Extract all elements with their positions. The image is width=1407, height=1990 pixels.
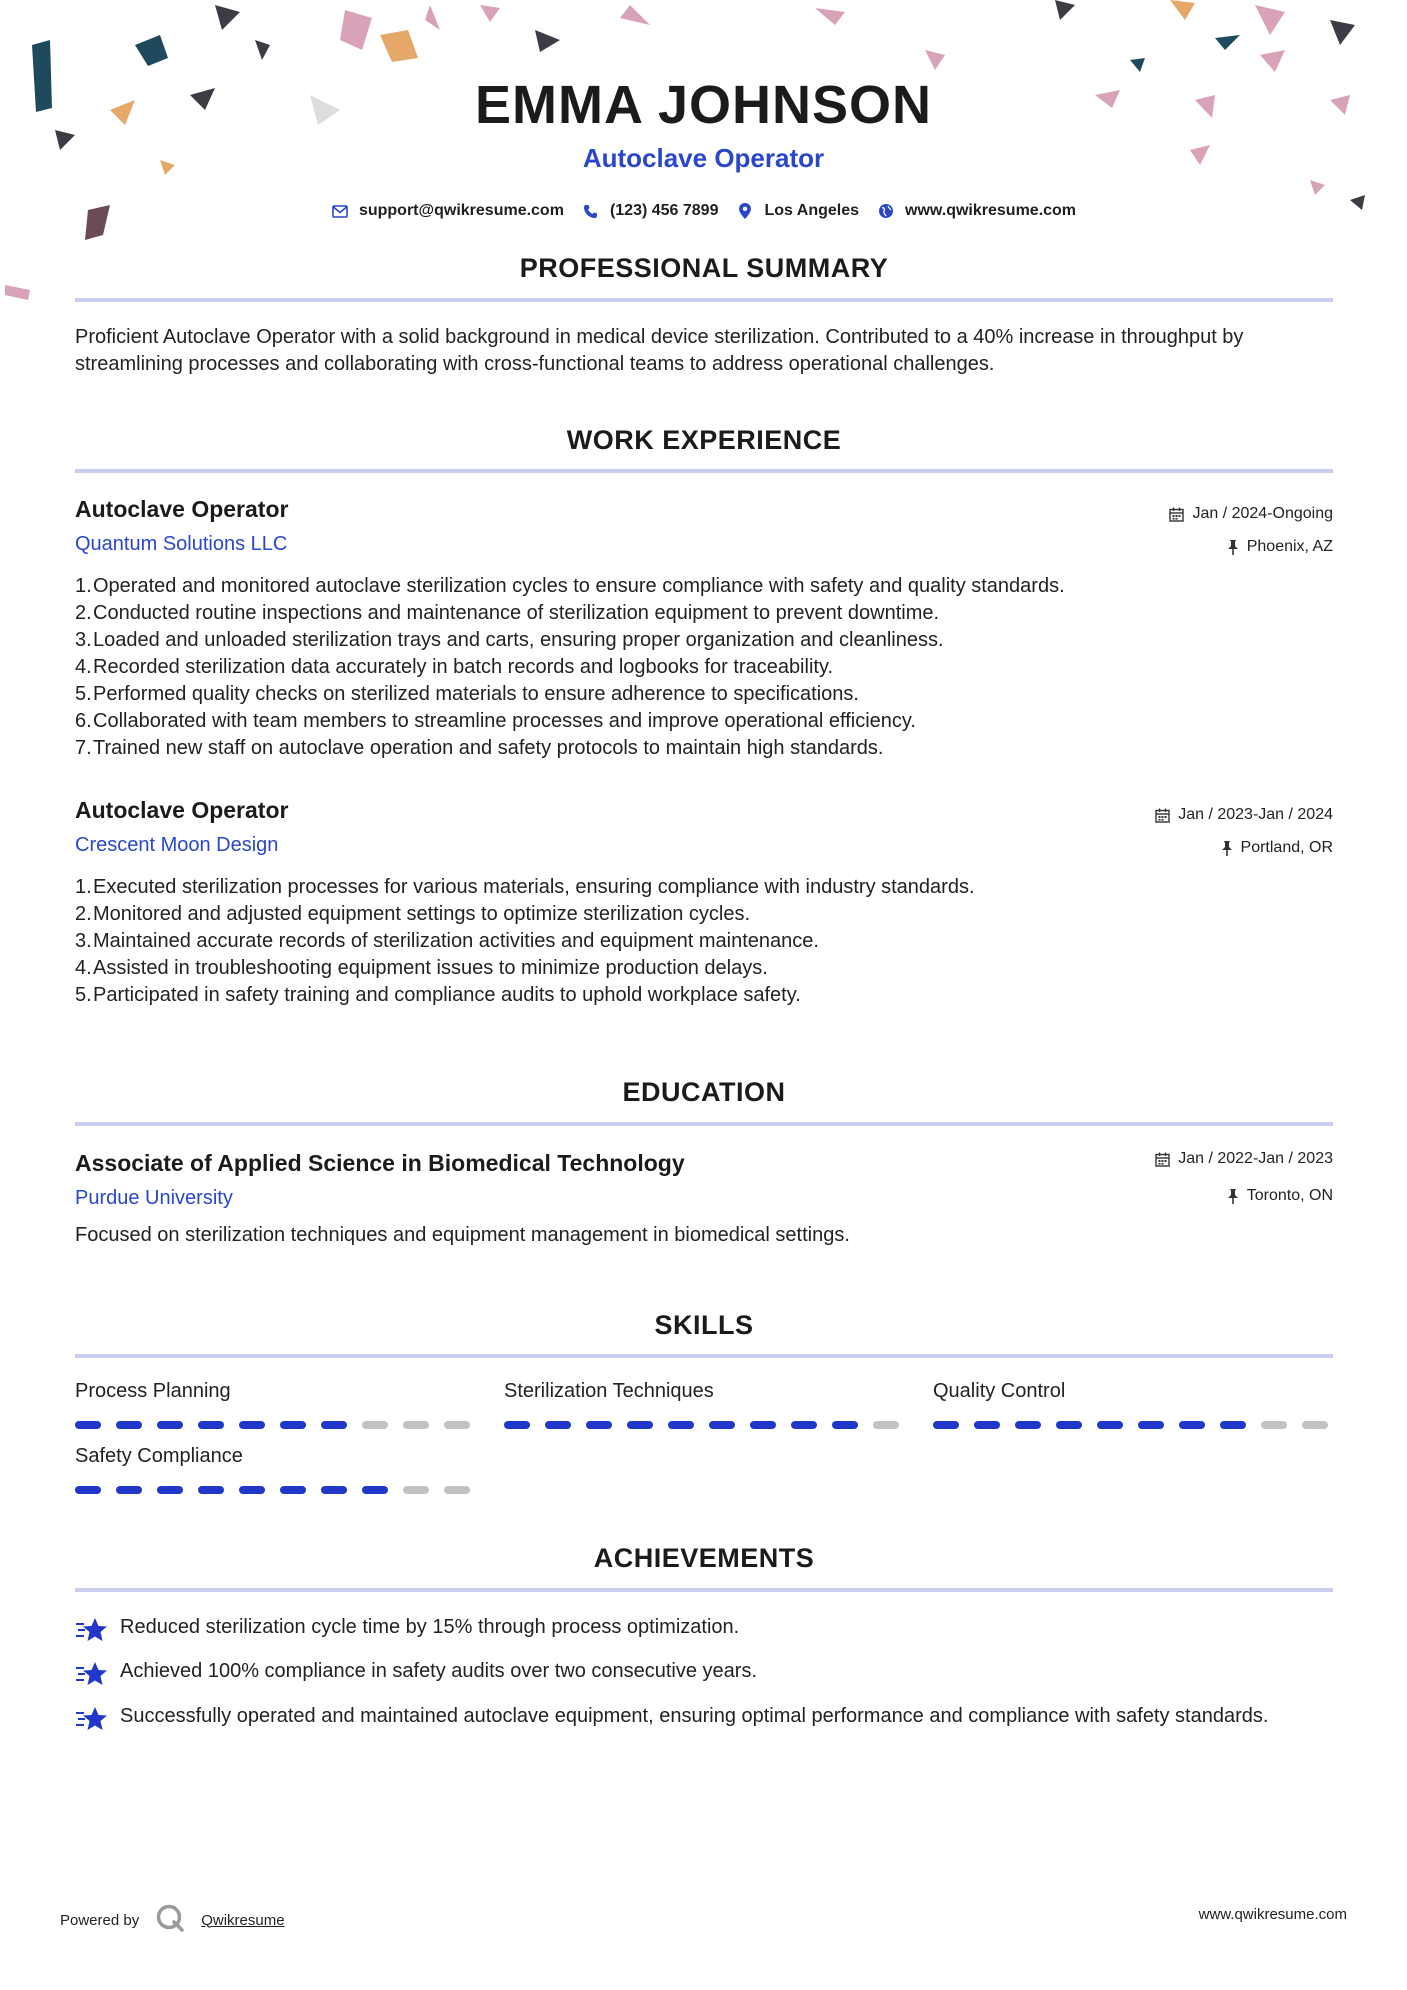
company-name: Crescent Moon Design [75,834,279,856]
education-heading: EDUCATION [622,1077,786,1107]
company-name: Quantum Solutions LLC [75,533,288,555]
skill-name: Process Planning [75,1380,231,1402]
list-item: 3. Maintained accurate records of sterilization activities and equipment maintenance. [75,930,819,952]
skill-item [75,1380,475,1429]
skill-dash-filled [750,1421,776,1429]
phone-icon [582,202,600,220]
skill-name: Sterilization Techniques [504,1380,714,1402]
contact-email-text: support@qwikresume.com [358,202,564,219]
job-location-text: Portland, OR [1240,839,1333,856]
candidate-role: Autoclave Operator [582,143,825,173]
school-name: Purdue University [75,1187,233,1209]
skill-dash-empty [1261,1421,1287,1429]
job-dates [1155,806,1333,824]
achievement-text: Successfully operated and maintained autoclave equipment, ensuring optimal performance and compliance with safety standards. [120,1705,1269,1727]
skill-dash-filled [239,1486,265,1494]
skill-dash-filled [668,1421,694,1429]
skill-dash-filled [1056,1421,1082,1429]
star-icon [75,1658,120,1696]
skill-dash-filled [157,1486,183,1494]
list-item: 5. Participated in safety training and compliance audits to uphold workplace safety. [75,984,801,1006]
skill-dash-filled [709,1421,735,1429]
skill-dash-filled [974,1421,1000,1429]
skill-dash-empty [1302,1421,1328,1429]
job-location [1221,839,1333,857]
degree-title: Associate of Applied Science in Biomedical Technology [75,1150,685,1176]
skill-dash-empty [444,1486,470,1494]
skill-dash-filled [545,1421,571,1429]
achievement-item [75,1703,1333,1741]
contact-location-text: Los Angeles [764,202,860,219]
skill-dash-filled [321,1421,347,1429]
skill-dash-empty [403,1421,429,1429]
achievement-text: Achieved 100% compliance in safety audits over two consecutive years. [120,1660,758,1682]
skill-level-meter [933,1421,1333,1429]
skill-dash-filled [1097,1421,1123,1429]
job-responsibilities [75,573,1333,762]
section-divider [75,1354,1333,1358]
skill-dash-empty [873,1421,899,1429]
list-item: 1. Operated and monitored autoclave sterilization cycles to ensure compliance with safety and quality standards. [75,575,1065,597]
achievement-item [75,1614,1333,1652]
experience-heading: WORK EXPERIENCE [566,425,842,455]
contact-location [736,202,859,220]
skill-item [75,1445,475,1494]
skill-dash-filled [832,1421,858,1429]
skill-dash-filled [198,1486,224,1494]
skill-dash-filled [362,1486,388,1494]
pushpin-icon [1221,841,1233,856]
skill-item [933,1380,1333,1429]
list-item: 5. Performed quality checks on sterilized materials to ensure adherence to specifications. [75,683,859,705]
pushpin-icon [1227,540,1239,555]
skill-dash-filled [280,1421,306,1429]
job-responsibilities [75,874,1333,1009]
education-location [1227,1187,1333,1205]
education-dates-text: Jan / 2022-Jan / 2023 [1178,1150,1333,1167]
qwikresume-link[interactable]: Qwikresume [201,1911,285,1929]
job-dates [1169,505,1333,523]
globe-icon [877,202,895,220]
powered-by-label: Powered by [60,1911,140,1929]
star-icon [75,1703,120,1741]
job-title: Autoclave Operator [75,496,289,522]
education-dates [1155,1150,1333,1168]
pushpin-icon [1227,1189,1239,1204]
achievement-text: Reduced sterilization cycle time by 15% through process optimization. [120,1616,740,1638]
job-location-text: Phoenix, AZ [1246,538,1333,555]
contact-email[interactable] [331,202,564,220]
education-description: Focused on sterilization techniques and equipment management in biomedical settings. [75,1224,850,1246]
job-location [1227,538,1333,556]
skill-dash-filled [627,1421,653,1429]
skill-dash-filled [791,1421,817,1429]
skill-dash-filled [75,1421,101,1429]
skill-level-meter [75,1421,475,1429]
skill-dash-filled [157,1421,183,1429]
skill-level-meter [504,1421,904,1429]
skill-dash-filled [586,1421,612,1429]
skill-item [504,1380,904,1429]
star-icon [75,1614,120,1652]
skill-name: Safety Compliance [75,1445,243,1467]
contact-bar [0,202,1407,220]
skill-dash-filled [280,1486,306,1494]
job-dates-text: Jan / 2024-Ongoing [1192,505,1333,522]
footer-website[interactable]: www.qwikresume.com [1198,1906,1347,1923]
envelope-icon [331,202,349,220]
achievements-heading: ACHIEVEMENTS [593,1543,815,1573]
skill-dash-filled [1179,1421,1205,1429]
skill-dash-filled [75,1486,101,1494]
contact-website[interactable] [877,202,1076,220]
education-location-text: Toronto, ON [1246,1187,1333,1204]
skill-dash-filled [1015,1421,1041,1429]
skill-dash-filled [1138,1421,1164,1429]
list-item: 4. Recorded sterilization data accurately in batch records and logbooks for traceability. [75,656,834,678]
section-divider [75,1588,1333,1592]
calendar-icon [1155,1152,1170,1167]
skill-level-meter [75,1486,475,1494]
calendar-icon [1155,808,1170,823]
contact-website-text: www.qwikresume.com [905,202,1077,219]
list-item: 2. Monitored and adjusted equipment settings to optimize sterilization cycles. [75,903,751,925]
contact-phone[interactable] [582,202,719,220]
skill-dash-filled [1220,1421,1246,1429]
skill-dash-empty [362,1421,388,1429]
skill-dash-filled [116,1486,142,1494]
calendar-icon [1169,507,1184,522]
list-item: 7. Trained new staff on autoclave operation and safety protocols to maintain high standards. [75,737,884,759]
list-item: 4. Assisted in troubleshooting equipment issues to minimize production delays. [75,957,768,979]
section-divider [75,469,1333,473]
skill-dash-filled [116,1421,142,1429]
job-title: Autoclave Operator [75,797,289,823]
skill-dash-empty [444,1421,470,1429]
resume-header [0,70,1407,220]
skill-dash-filled [321,1486,347,1494]
job-dates-text: Jan / 2023-Jan / 2024 [1178,806,1333,823]
list-item: 6. Collaborated with team members to streamline processes and improve operational efficiency. [75,710,916,732]
skill-name: Quality Control [933,1380,1066,1402]
skill-dash-filled [198,1421,224,1429]
footer-branding [60,1903,285,1937]
list-item: 2. Conducted routine inspections and maintenance of sterilization equipment to prevent downtime. [75,602,940,624]
section-divider [75,1122,1333,1126]
skill-dash-filled [239,1421,265,1429]
skills-heading: SKILLS [654,1310,754,1340]
skill-dash-filled [504,1421,530,1429]
summary-text: Proficient Autoclave Operator with a solid background in medical device sterilization. Contributed to a 40% increase in throughput by streamlining processes and collaborating with cross-functional teams to address operational challenges. [75,326,1244,375]
summary-heading: PROFESSIONAL SUMMARY [519,253,889,283]
list-item: 1. Executed sterilization processes for various materials, ensuring compliance with industry standards. [75,876,975,898]
skill-dash-empty [403,1486,429,1494]
qwikresume-logo-icon [155,1903,185,1937]
achievement-item [75,1658,1333,1696]
map-pin-icon [736,202,754,220]
section-divider [75,298,1333,302]
contact-phone-text: (123) 456 7899 [609,202,719,219]
skill-dash-filled [933,1421,959,1429]
candidate-name: EMMA JOHNSON [474,75,933,135]
list-item: 3. Loaded and unloaded sterilization trays and carts, ensuring proper organization and cleanliness. [75,629,944,651]
